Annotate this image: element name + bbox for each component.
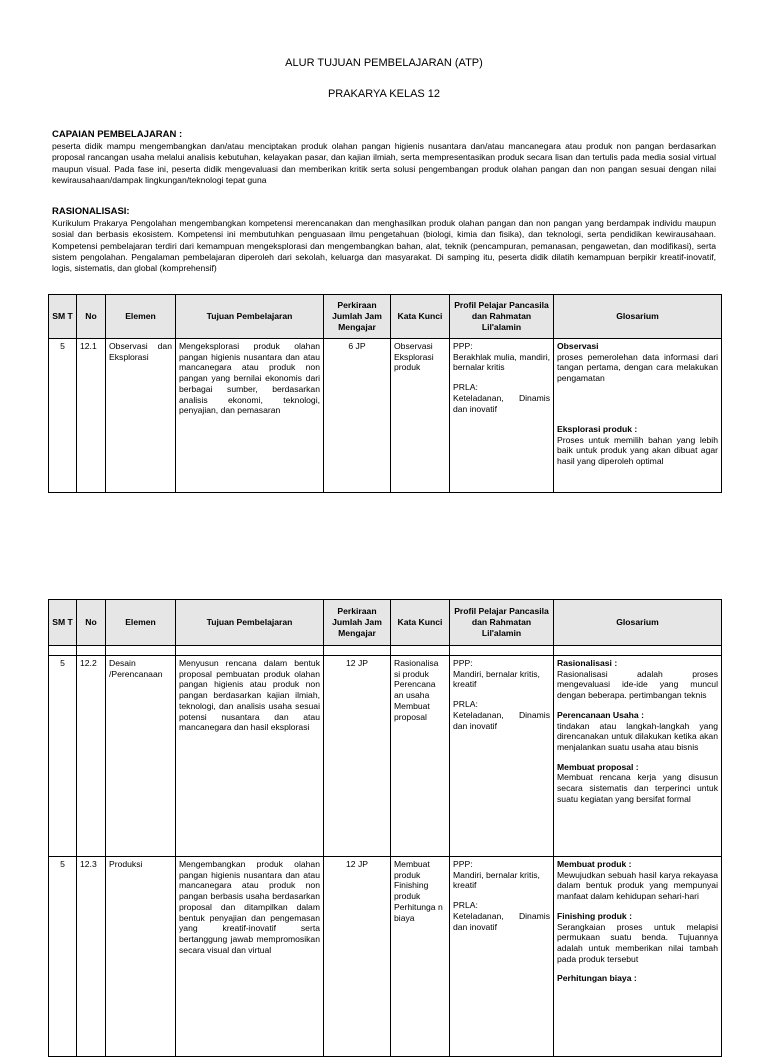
- header-no: No: [77, 295, 106, 339]
- glossary-term: Finishing produk :: [557, 910, 632, 921]
- header-jam: Perkiraan Jumlah Jam Mengajar: [324, 295, 391, 339]
- cell-kata-kunci: Rasionalisa si produk Perencana an usaha Membuat proposal: [391, 656, 450, 857]
- prla-label: PRLA:: [453, 900, 478, 911]
- document-subtitle: PRAKARYA KELAS 12: [327, 88, 441, 100]
- ppp-label: PPP:: [453, 859, 473, 869]
- cell-glosarium: [554, 857, 722, 1057]
- header-tujuan: Tujuan Pembelajaran: [176, 295, 324, 339]
- header-tujuan: Tujuan Pembelajaran: [176, 600, 324, 646]
- table-header-row: [49, 600, 722, 646]
- table-row: [49, 339, 722, 493]
- glossary-definition: Mewujudkan sebuah hasil karya rekayasa dalam bentuk produk yang mempunyai manfaat dalam kehidupan sehari-hari: [557, 869, 718, 902]
- glossary-term: Perencanaan Usaha :: [557, 709, 644, 720]
- glossary-term: Rasionalisasi :: [557, 658, 618, 668]
- prla-label: PRLA:: [453, 382, 478, 393]
- cell-tujuan: Menyusun rencana dalam bentuk proposal pembuatan produk olahan pangan higienis atau produk non pangan berdasarkan kajian ilmiah, teknologi, dan analisis usaha sesuai potensi nusantara dan atau mancanegara dan hasil eksplorasi: [176, 656, 324, 857]
- cell-profil: [450, 339, 554, 493]
- cell-elemen: Desain /Perencanaan: [106, 656, 176, 857]
- document-title: ALUR TUJUAN PEMBELAJARAN (ATP): [285, 57, 483, 69]
- cell-kata-kunci: Observasi Eksplorasi produk: [391, 339, 450, 493]
- glossary-definition: Serangkaian proses untuk melapisi permukaan suatu benda. Tujuannya adalah untuk memberikan nilai tambah pada produk tersebut: [557, 921, 718, 964]
- glossary-definition: Membuat rencana kerja yang disusun secara sistematis dan terperinci untuk suatu kegiatan yang bersifat formal: [557, 772, 718, 804]
- cell-jam: 12 JP: [324, 656, 391, 857]
- cell-smt: 5: [49, 339, 77, 493]
- cell-tujuan: Mengembangkan produk olahan pangan higienis nusantara dan atau mancanegara atau produk non pangan berbasis usaha berdasarkan proposal dan ditampilkan dalam bentuk penyajian dan pengemasan yang kreatif-inovatif serta bertanggung jawab mempromosikan secara visual dan virtual: [176, 857, 324, 1057]
- cell-smt: 5: [49, 857, 77, 1057]
- cell-glosarium: [554, 339, 722, 493]
- atp-table-1: [48, 294, 722, 493]
- ppp-label: PPP:: [453, 341, 473, 351]
- table-row: [49, 656, 722, 857]
- header-kata-kunci: Kata Kunci: [391, 295, 450, 339]
- glossary-term: Perhitungan biaya :: [557, 973, 637, 984]
- glossary-definition: tindakan atau langkah-langkah yang direncanakan untuk dilakukan ketika akan menjalankan suatu usaha atau bisnis: [557, 720, 718, 752]
- header-no: No: [77, 600, 106, 646]
- header-smt: SM T: [49, 295, 77, 339]
- header-profil: Profil Pelajar Pancasila dan Rahmatan Lil'alamin: [450, 295, 554, 339]
- cell-profil: [450, 656, 554, 857]
- table-row: [49, 857, 722, 1057]
- cell-kata-kunci: Membuat produk Finishing produk Perhitunga n biaya: [391, 857, 450, 1057]
- capaian-heading: CAPAIAN PEMBELAJARAN :: [52, 129, 183, 140]
- cell-jam: 12 JP: [324, 857, 391, 1057]
- header-smt: SM T: [49, 600, 77, 646]
- table-spacer-row: [49, 646, 722, 656]
- glossary-term: Eksplorasi produk :: [557, 423, 638, 434]
- header-glosarium: Glosarium: [554, 295, 722, 339]
- capaian-text: peserta didik mampu mengembangkan dan/atau menciptakan produk olahan pangan higienis nusantara dan/atau mancanegara atau produk non pangan berdasarkan proposal rancangan usaha melalui analisis kebutuhan, kelayakan pasar, dan kajian ilmiah, serta mempresentasikan produk secara lisan dan tertulis pada media sosial virtual maupun visual. Pada fase ini, peserta didik mengevaluasi dan memberikan kritik serta solusi pengembangan produk olahan pangan dan non pangan sesuai dengan nilai kewirausahaan/dampak lingkungan/teknologi tepat guna: [52, 141, 716, 185]
- prla-label: PRLA:: [453, 699, 478, 710]
- table-header-row: [49, 295, 722, 339]
- glossary-definition: Proses untuk memilih bahan yang lebih baik untuk produk yang akan dibuat agar hasil yang diperoleh optimal: [557, 434, 718, 466]
- header-elemen: Elemen: [106, 600, 176, 646]
- ppp-label: PPP:: [453, 658, 473, 668]
- rasionalisasi-text: Kurikulum Prakarya Pengolahan mengembangkan kompetensi merencanakan dan menghasilkan produk olahan pangan dan non pangan yang berdampak individu maupun sosial dan berbasis ekosistem. Kompetensi ini membutuhkan penguasaan ilmu pengetahuan (biologi, kimia dan fisika), dan teknologi, serta pendidikan kewirausahaan. Kompetensi pembelajaran terdiri dari kemampuan mengeksplorasi dan mengembangkan bahan, alat, teknik (pencampuran, pemanasan, pengawetan, dan modifikasi), serta sistem pengolahan. Pengalaman pembelajaran diperoleh dari sekolah, keluarga dan masyarakat. Di samping itu, peserta didik dilatih kemampuan berpikir kreatif-inovatif, logis, sistematis, dan global (komprehensif): [52, 218, 716, 274]
- glossary-term: Observasi: [557, 341, 599, 351]
- cell-tujuan: Mengeksplorasi produk olahan pangan higienis nusantara dan atau mancanegara atau produk non pangan yang bernilai ekonomis dari berbagai sumber, berdasarkan analisis ekonomi, teknologi, penyajian, dan pemasaran: [176, 339, 324, 493]
- rasionalisasi-heading: RASIONALISASI:: [52, 206, 130, 217]
- prla-values: Keteladanan, Dinamis dan inovatif: [453, 709, 550, 731]
- cell-profil: [450, 857, 554, 1057]
- prla-values: Keteladanan, Dinamis dan inovatif: [453, 392, 550, 414]
- cell-smt: 5: [49, 656, 77, 857]
- cell-no: 12.1: [77, 339, 106, 493]
- cell-elemen: Observasi dan Eksplorasi: [106, 339, 176, 493]
- header-glosarium: Glosarium: [554, 600, 722, 646]
- header-elemen: Elemen: [106, 295, 176, 339]
- header-profil: Profil Pelajar Pancasila dan Rahmatan Lil'alamin: [450, 600, 554, 646]
- glossary-term: Membuat proposal :: [557, 761, 639, 772]
- cell-jam: 6 JP: [324, 339, 391, 493]
- glossary-definition: proses pemerolehan data informasi dari tangan pertama, dengan cara melakukan pengamatan: [557, 351, 718, 384]
- header-jam: Perkiraan Jumlah Jam Mengajar: [324, 600, 391, 646]
- header-kata-kunci: Kata Kunci: [391, 600, 450, 646]
- glossary-term: Membuat produk :: [557, 859, 632, 869]
- glossary-definition: Rasionalisasi adalah proses mengevaluasi ide-ide yang muncul dengan beberapa. pertimbangan teknis: [557, 668, 718, 701]
- ppp-values: Mandiri, bernalar kritis, kreatif: [453, 668, 540, 690]
- cell-no: 12.3: [77, 857, 106, 1057]
- cell-no: 12.2: [77, 656, 106, 857]
- ppp-values: Berakhlak mulia, mandiri, bernalar kritis: [453, 351, 550, 373]
- cell-elemen: Produksi: [106, 857, 176, 1057]
- cell-glosarium: [554, 656, 722, 857]
- atp-table-2: [48, 599, 722, 1057]
- prla-values: Keteladanan, Dinamis dan inovatif: [453, 910, 550, 932]
- ppp-values: Mandiri, bernalar kritis, kreatif: [453, 869, 540, 891]
